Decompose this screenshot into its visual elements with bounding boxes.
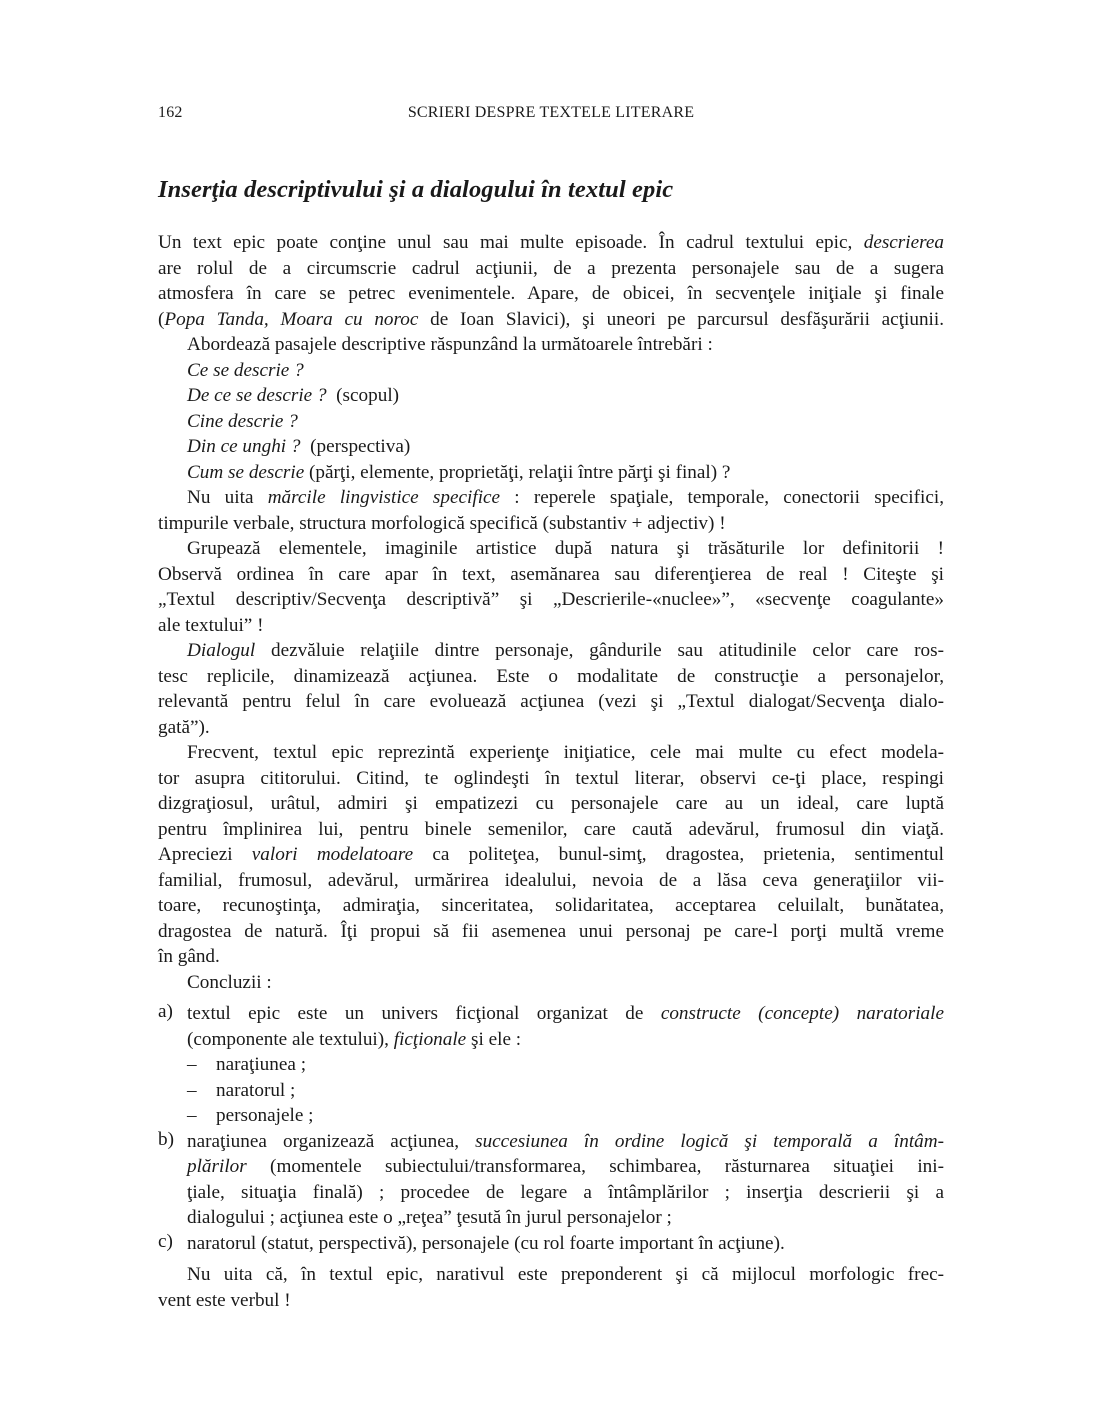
- sub-list-item: – personajele ;: [158, 1103, 944, 1129]
- question-item: Cine descrie ?: [187, 410, 298, 432]
- dash-bullet: –: [187, 1105, 197, 1126]
- paragraph-initiatic: Frecvent, textul epic reprezintă experienţe iniţiatice, cele mai multe cu efect modela- tor asupra cititorului. Citind, te oglindeşti în textul literar, observi ce-ţi place, respingi dizgraţiosul, urâtul, admiri şi empatizezi cu personajele care au un ideal, care luptă pentru împlinirea lui, pentru binele semenilor, care caută adevărul, frumosul din viaţă. Apreciezi valori modelatoare ca politeţea, bunul-simţ, dragostea, prietenia, sentimentul familial, frumosul, adevărul, urmărirea idealului, nevoia de a lăsa ceva generaţiilor vii- toare, recunoştinţa, admiraţia, sinceritatea, solidaritatea, acceptarea celuilalt, bunătatea, dragostea de natură. Îţi propui să fii asemenea unui personaj pe care-l porţi multă vreme în gând.: [158, 742, 944, 967]
- sub-list-item: – naratorul ;: [158, 1078, 944, 1104]
- page-number: 162: [158, 104, 183, 121]
- list-marker: a): [158, 1001, 173, 1022]
- paragraph-linguistic-marks: Nu uita mărcile lingvistice specifice : reperele spaţiale, temporale, conectorii specifici, timpurile verbale, structura morfologică specifică (substantiv + adjectiv) !: [158, 487, 944, 534]
- question-item: Cum se descrie (părţi, elemente, proprietăţi, relaţii între părţi şi final) ?: [187, 461, 731, 483]
- conclusion-item-b: b) naraţiunea organizează acţiunea, succesiunea în ordine logică şi temporală a întâm- plărilor (momentele subiectului/transformarea, schimbarea, răsturnarea situaţiei ini- ţiale, situaţia finală) ; procedee de legare a întâmplărilor ; inserţia descrierii şi a dialogului ; acţiunea este o „reţea” ţesută în jurul personajelor ;: [158, 1128, 944, 1228]
- paragraph-intro: Un text epic poate conţine unul sau mai multe episoade. În cadrul textului epic, descrierea are rolul de a circumscrie cadrul acţiunii, de a prezenta personajele sau de a sugera atmosfera în care se petrec evenimentele. Apare, de obicei, în secvenţele iniţiale şi finale (Popa Tanda, Moara cu noroc de Ioan Slavici), şi uneori pe parcursul desfăşurării acţiunii.: [158, 232, 945, 330]
- sub-list-item: – naraţiunea ;: [158, 1052, 944, 1078]
- work-titles: Popa Tanda, Moara cu noroc: [164, 308, 419, 330]
- conclusions-label: Concluzii :: [187, 971, 272, 993]
- question-item: Ce se descrie ?: [187, 359, 304, 381]
- conclusion-item-a: a) textul epic este un univers ficţional organizat de constructe (concepte) naratoriale (componente ale textului), ficţionale şi ele :: [158, 1001, 944, 1050]
- list-marker: b): [158, 1128, 174, 1150]
- emphasis-descrierea: descrierea: [863, 232, 944, 253]
- question-item: De ce se descrie ? (scopul): [187, 385, 400, 406]
- conclusions: [158, 970, 944, 1257]
- paragraph-grouping: Grupează elementele, imaginile artistice după natura şi trăsăturile lor definitorii ! Observă ordinea în care apar în text, asemănarea sau diferenţierea de real ! Citeşte şi „Textul descriptiv/Secvenţa descriptivă” şi „Descrierile-«nuclee»”, «secvenţe coagulante» ale textului” !: [158, 538, 944, 636]
- section-title: Inserţia descriptivului şi a dialogului în textul epic: [158, 176, 674, 203]
- questions-intro: Abordează pasajele descriptive răspunzând la următoarele întrebări :: [187, 334, 713, 355]
- paragraph-dialog: Dialogul dezvăluie relaţiile dintre personaje, gândurile sau atitudinile celor care ros- tesc replicile, dinamizează acţiunea. Este o modalitate de construcţie a personajelor, relevantă pentru felul în care evoluează acţiunea (vezi şi „Textul dialogat/Secvenţa dialo- gată”).: [158, 640, 944, 738]
- body-text: [158, 230, 944, 1313]
- question-item: Din ce unghi ? (perspectiva): [187, 436, 411, 457]
- dash-bullet: –: [187, 1054, 197, 1075]
- dash-bullet: –: [187, 1079, 197, 1101]
- paragraph-closing: Nu uita că, în textul epic, narativul este preponderent şi că mijlocul morfologic frec- vent este verbul !: [158, 1264, 944, 1311]
- questions-block: [158, 332, 944, 485]
- running-head-title: SCRIERI DESPRE TEXTELE LITERARE: [407, 104, 695, 121]
- conclusion-item-c: c) naratorul (statut, perspectivă), personajele (cu rol foarte important în acţiune).: [158, 1230, 785, 1254]
- list-marker: c): [158, 1230, 173, 1252]
- running-head: [158, 104, 944, 124]
